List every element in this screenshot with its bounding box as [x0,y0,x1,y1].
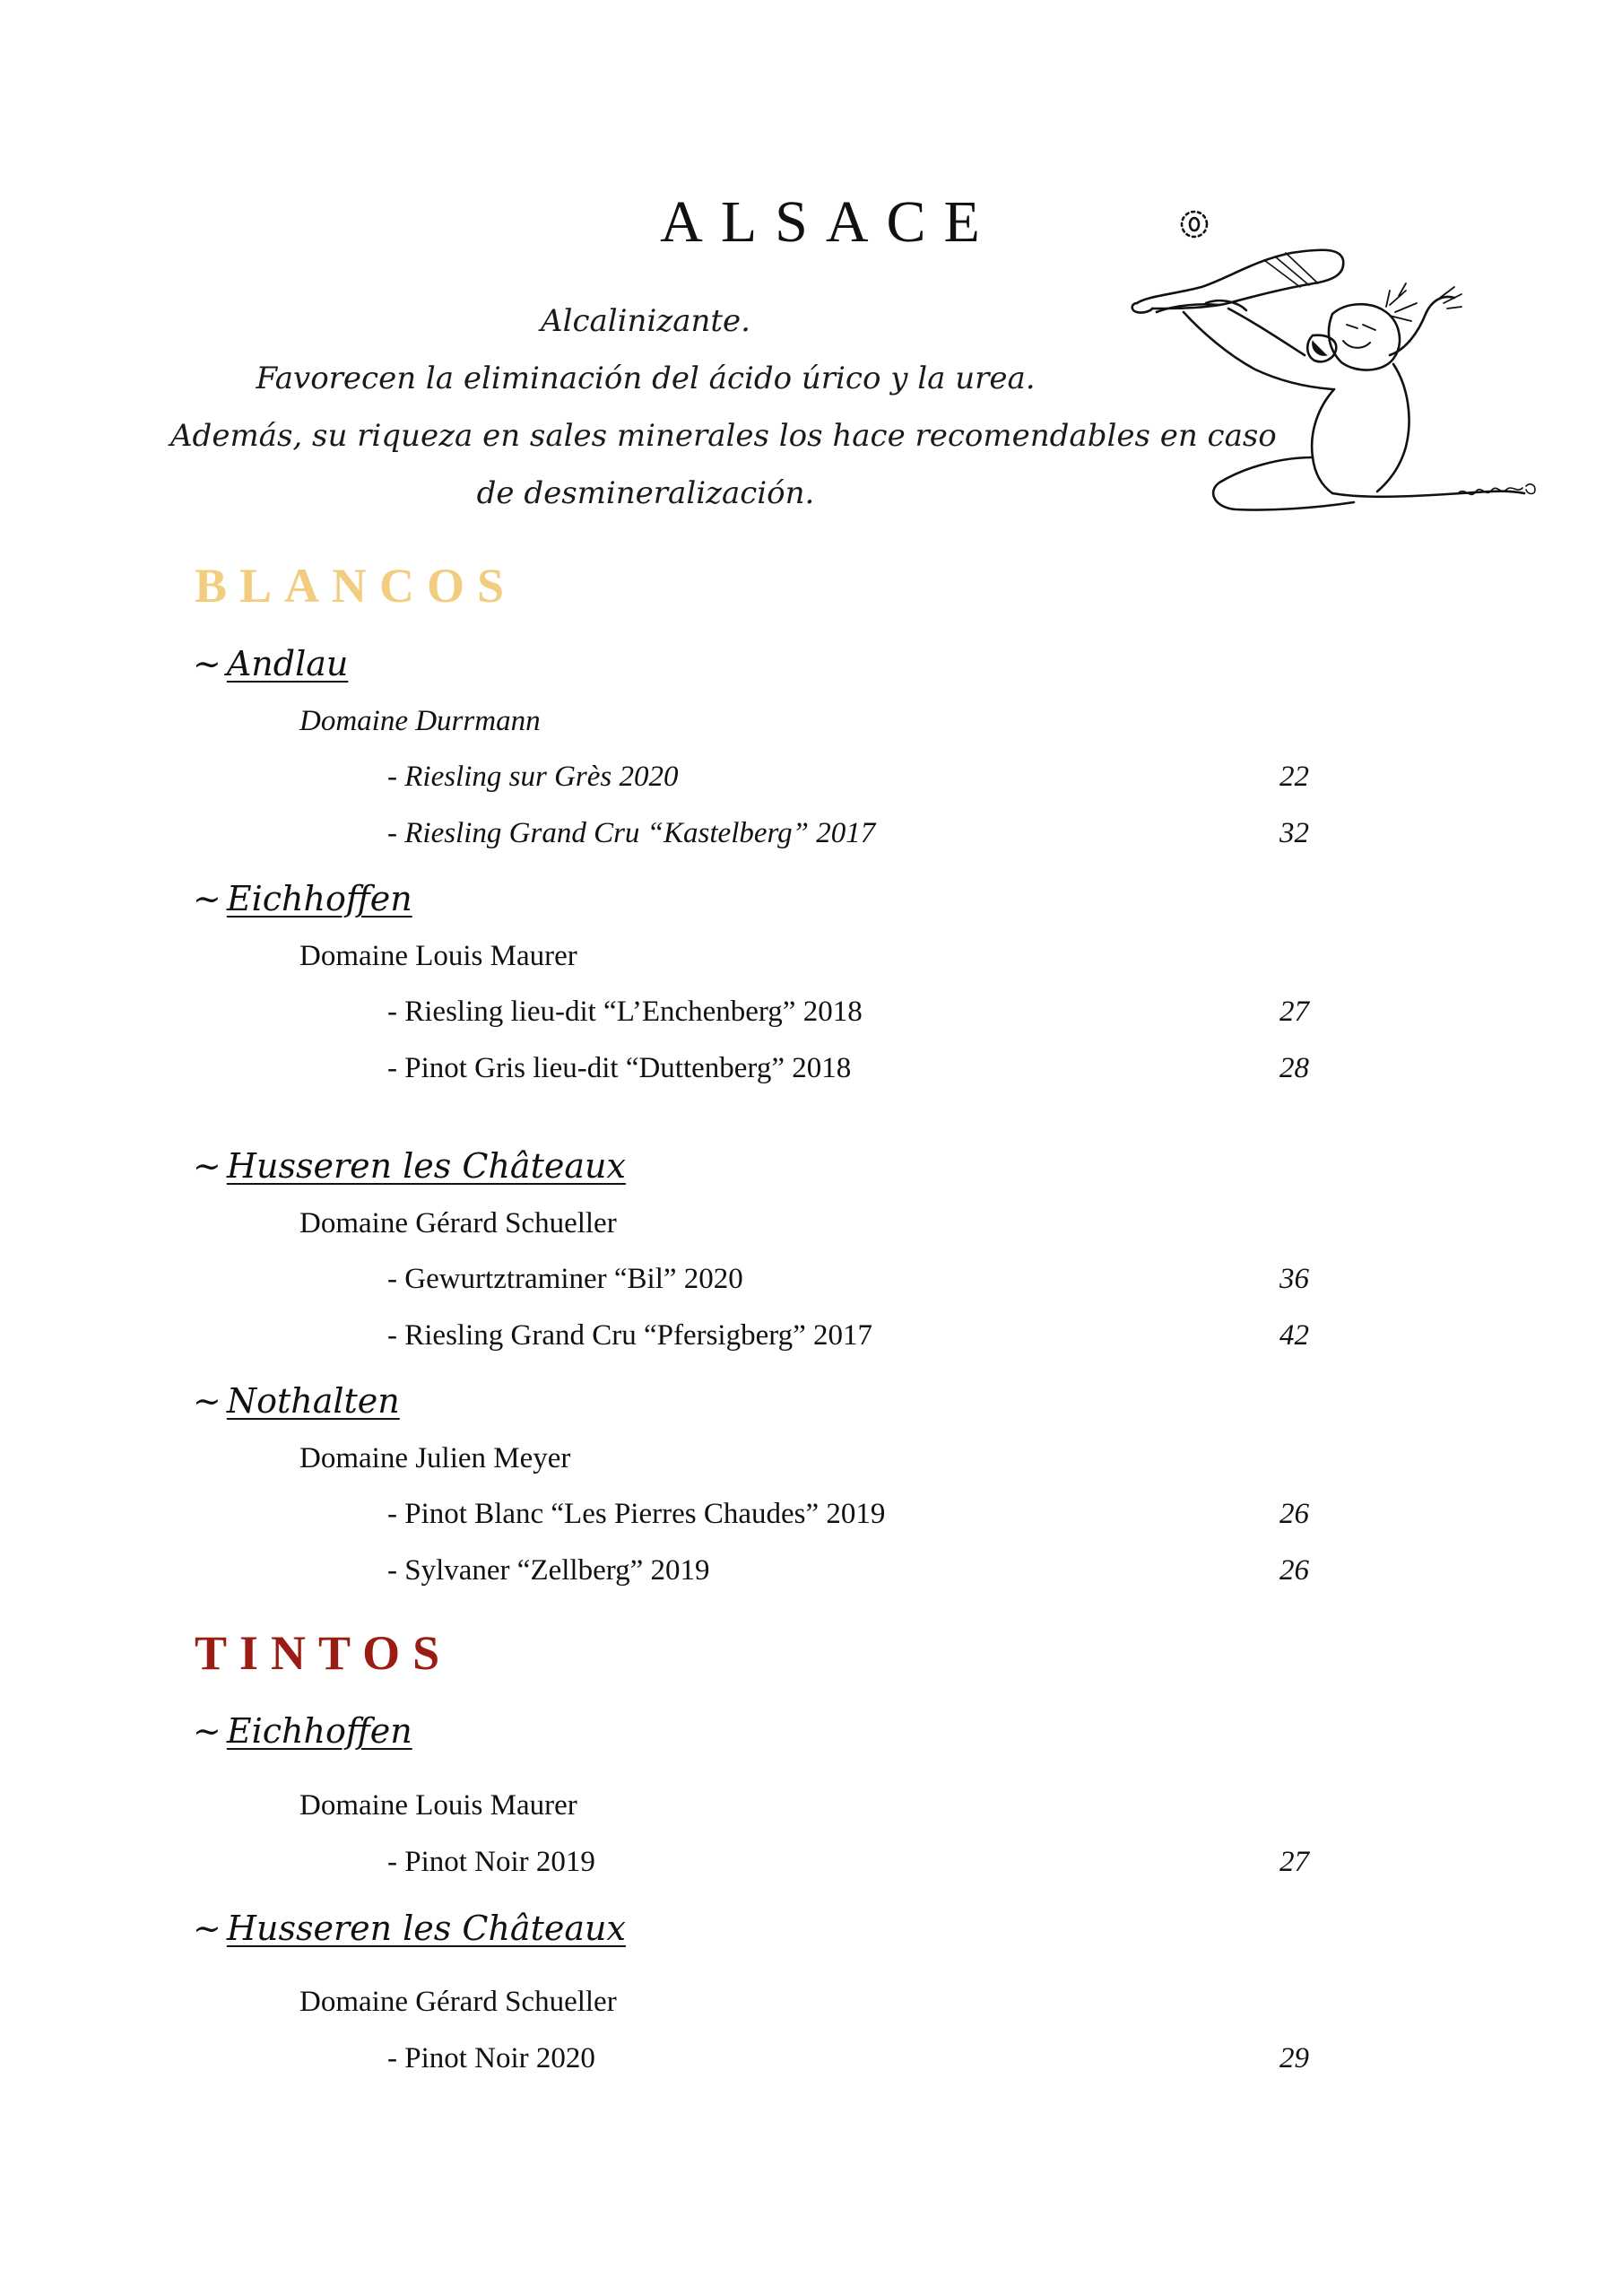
wine-price: 36 [1279,1263,1309,1295]
wine-drinker-illustration [1121,197,1551,538]
wine-item: - Riesling lieu-dit “L’Enchenberg” 2018 [387,996,863,1028]
blancos-heading: BLANCOS [195,559,517,613]
region-name: Nothalten [226,1381,400,1421]
wine-price: 42 [1279,1319,1309,1352]
wine-price: 29 [1279,2042,1309,2074]
wine-price: 32 [1279,817,1309,849]
wine-item: - Sylvaner “Zellberg” 2019 [387,1554,710,1587]
producer-name: Domaine Durrmann [299,705,541,737]
wine-item: - Pinot Blanc “Les Pierres Chaudes” 2019 [387,1498,886,1530]
wine-item: - Riesling sur Grès 2020 [387,761,679,793]
producer-name: Domaine Louis Maurer [299,940,577,972]
producer-name: Domaine Louis Maurer [299,1789,577,1822]
intro-line: Además, su riqueza en sales minerales los hace recomendables en caso [170,418,1277,454]
region-nothalten [193,1381,400,1421]
intro-line: Alcalinizante. [541,303,750,339]
intro-text [170,292,1277,522]
region-andlau [193,644,348,683]
producer-name: Domaine Gérard Schueller [299,1986,617,2018]
tilde: ~ [193,1711,221,1751]
wine-item: - Gewurtztraminer “Bil” 2020 [387,1263,743,1295]
region-name: Husseren les Châteaux [226,1146,626,1186]
wine-item: - Pinot Noir 2019 [387,1846,595,1878]
region-husseren [193,1909,626,1948]
wine-item: - Pinot Noir 2020 [387,2042,595,2074]
page-title: ALSACE [660,189,998,255]
tilde: ~ [193,644,221,683]
tintos-heading: TINTOS [195,1626,453,1680]
producer-name: Domaine Gérard Schueller [299,1207,617,1239]
tilde: ~ [193,879,221,918]
tilde: ~ [193,1146,221,1186]
region-name: Andlau [226,644,349,683]
intro-line: Favorecen la eliminación del ácido úrico y la urea. [256,361,1036,396]
wine-item: - Pinot Gris lieu-dit “Duttenberg” 2018 [387,1052,852,1084]
region-husseren [193,1146,626,1186]
wine-price: 27 [1279,996,1309,1028]
wine-price: 22 [1279,761,1309,793]
intro-line: de desmineralización. [476,475,815,511]
wine-price: 27 [1279,1846,1309,1878]
wine-price: 28 [1279,1052,1309,1084]
wine-item: - Riesling Grand Cru “Kastelberg” 2017 [387,817,876,849]
wine-item: - Riesling Grand Cru “Pfersigberg” 2017 [387,1319,873,1352]
producer-name: Domaine Julien Meyer [299,1442,571,1474]
wine-price: 26 [1279,1554,1309,1587]
wine-price: 26 [1279,1498,1309,1530]
tilde: ~ [193,1381,221,1421]
region-name: Eichhoffen [226,1711,412,1751]
region-name: Eichhoffen [226,879,412,918]
region-eichhoffen [193,1711,412,1751]
region-eichhoffen [193,879,412,918]
tilde: ~ [193,1909,221,1948]
region-name: Husseren les Châteaux [226,1909,626,1948]
